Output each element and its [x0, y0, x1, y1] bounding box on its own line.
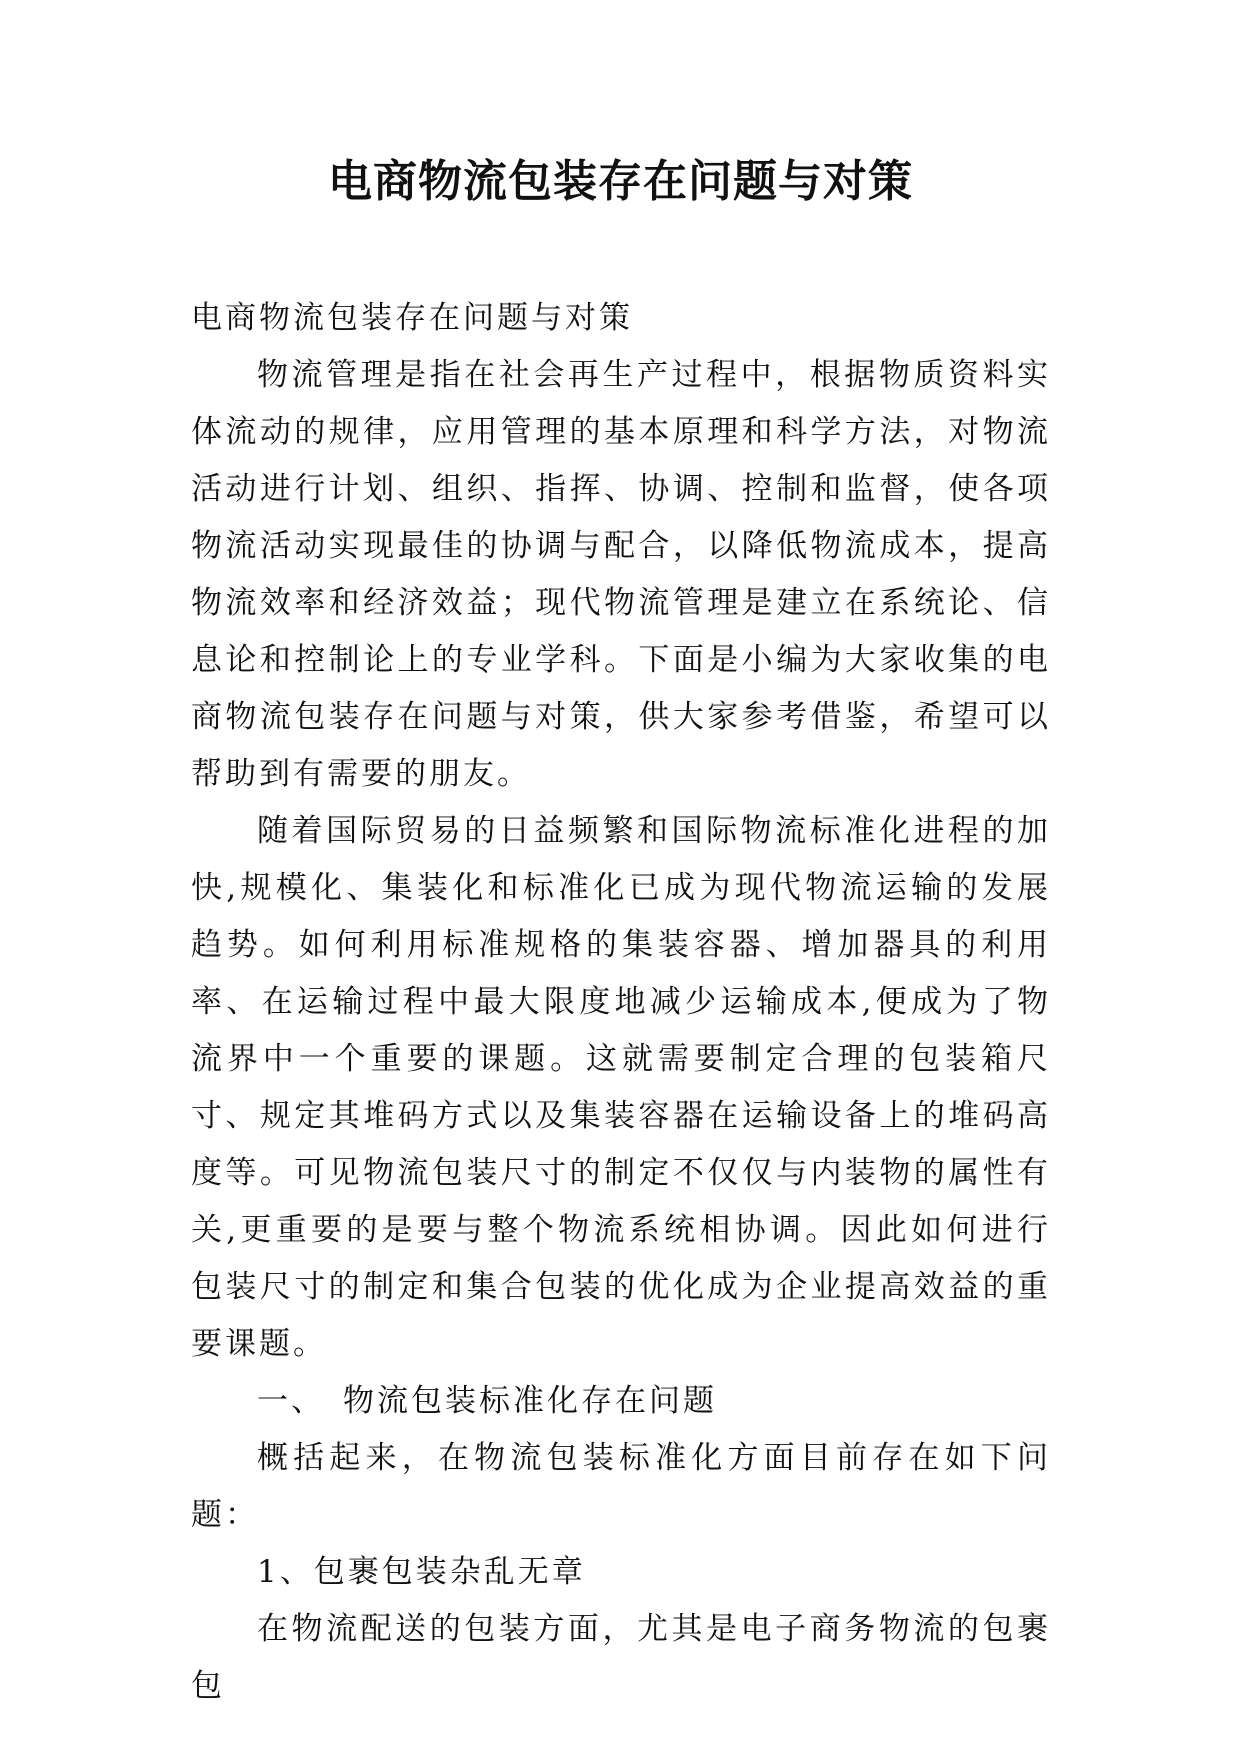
section-heading	[191, 1373, 1051, 1430]
paragraph-intro: 物流管理是指在社会再生产过程中，根据物质资料实体流动的规律，应用管理的基本原理和科学方法，对物流活动进行计划、组织、指挥、协调、控制和监督，使各项物流活动实现最佳的协调与配合，以降低物流成本，提高物流效率和经济效益；现代物流管理是建立在系统论、信息论和控制论上的专业学科。下面是小编为大家收集的电商物流包装存在问题与对策，供大家参考借鉴，希望可以帮助到有需要的朋友。	[191, 357, 1051, 792]
section-heading-text: 物流包装标准化存在问题	[343, 1383, 717, 1419]
document-title: 电商物流包装存在问题与对策	[328, 156, 913, 207]
document-subtitle: 电商物流包装存在问题与对策	[191, 300, 633, 336]
section-heading-number: 一、	[257, 1383, 325, 1419]
paragraph-background: 随着国际贸易的日益频繁和国际物流标准化进程的加快,规模化、集装化和标准化已成为现代物流运输的发展趋势。如何利用标准规格的集装容器、增加器具的利用率、在运输过程中最大限度地减少运输成本,便成为了物流界中一个重要的课题。这就需要制定合理的包装箱尺寸、规定其堆码方式以及集装容器在运输设备上的堆码高度等。可见物流包装尺寸的制定不仅仅与内装物的属性有关,更重要的是要与整个物流系统相协调。因此如何进行包装尺寸的制定和集合包装的优化成为企业提高效益的重要课题。	[191, 813, 1051, 1362]
document-body	[191, 290, 1051, 1715]
section-intro: 概括起来，在物流包装标准化方面目前存在如下问题：	[191, 1440, 1051, 1533]
paragraph-packaging: 在物流配送的包装方面，尤其是电子商务物流的包裹包	[191, 1611, 1051, 1704]
subheading: 1、包裹包装杂乱无章	[257, 1554, 586, 1590]
